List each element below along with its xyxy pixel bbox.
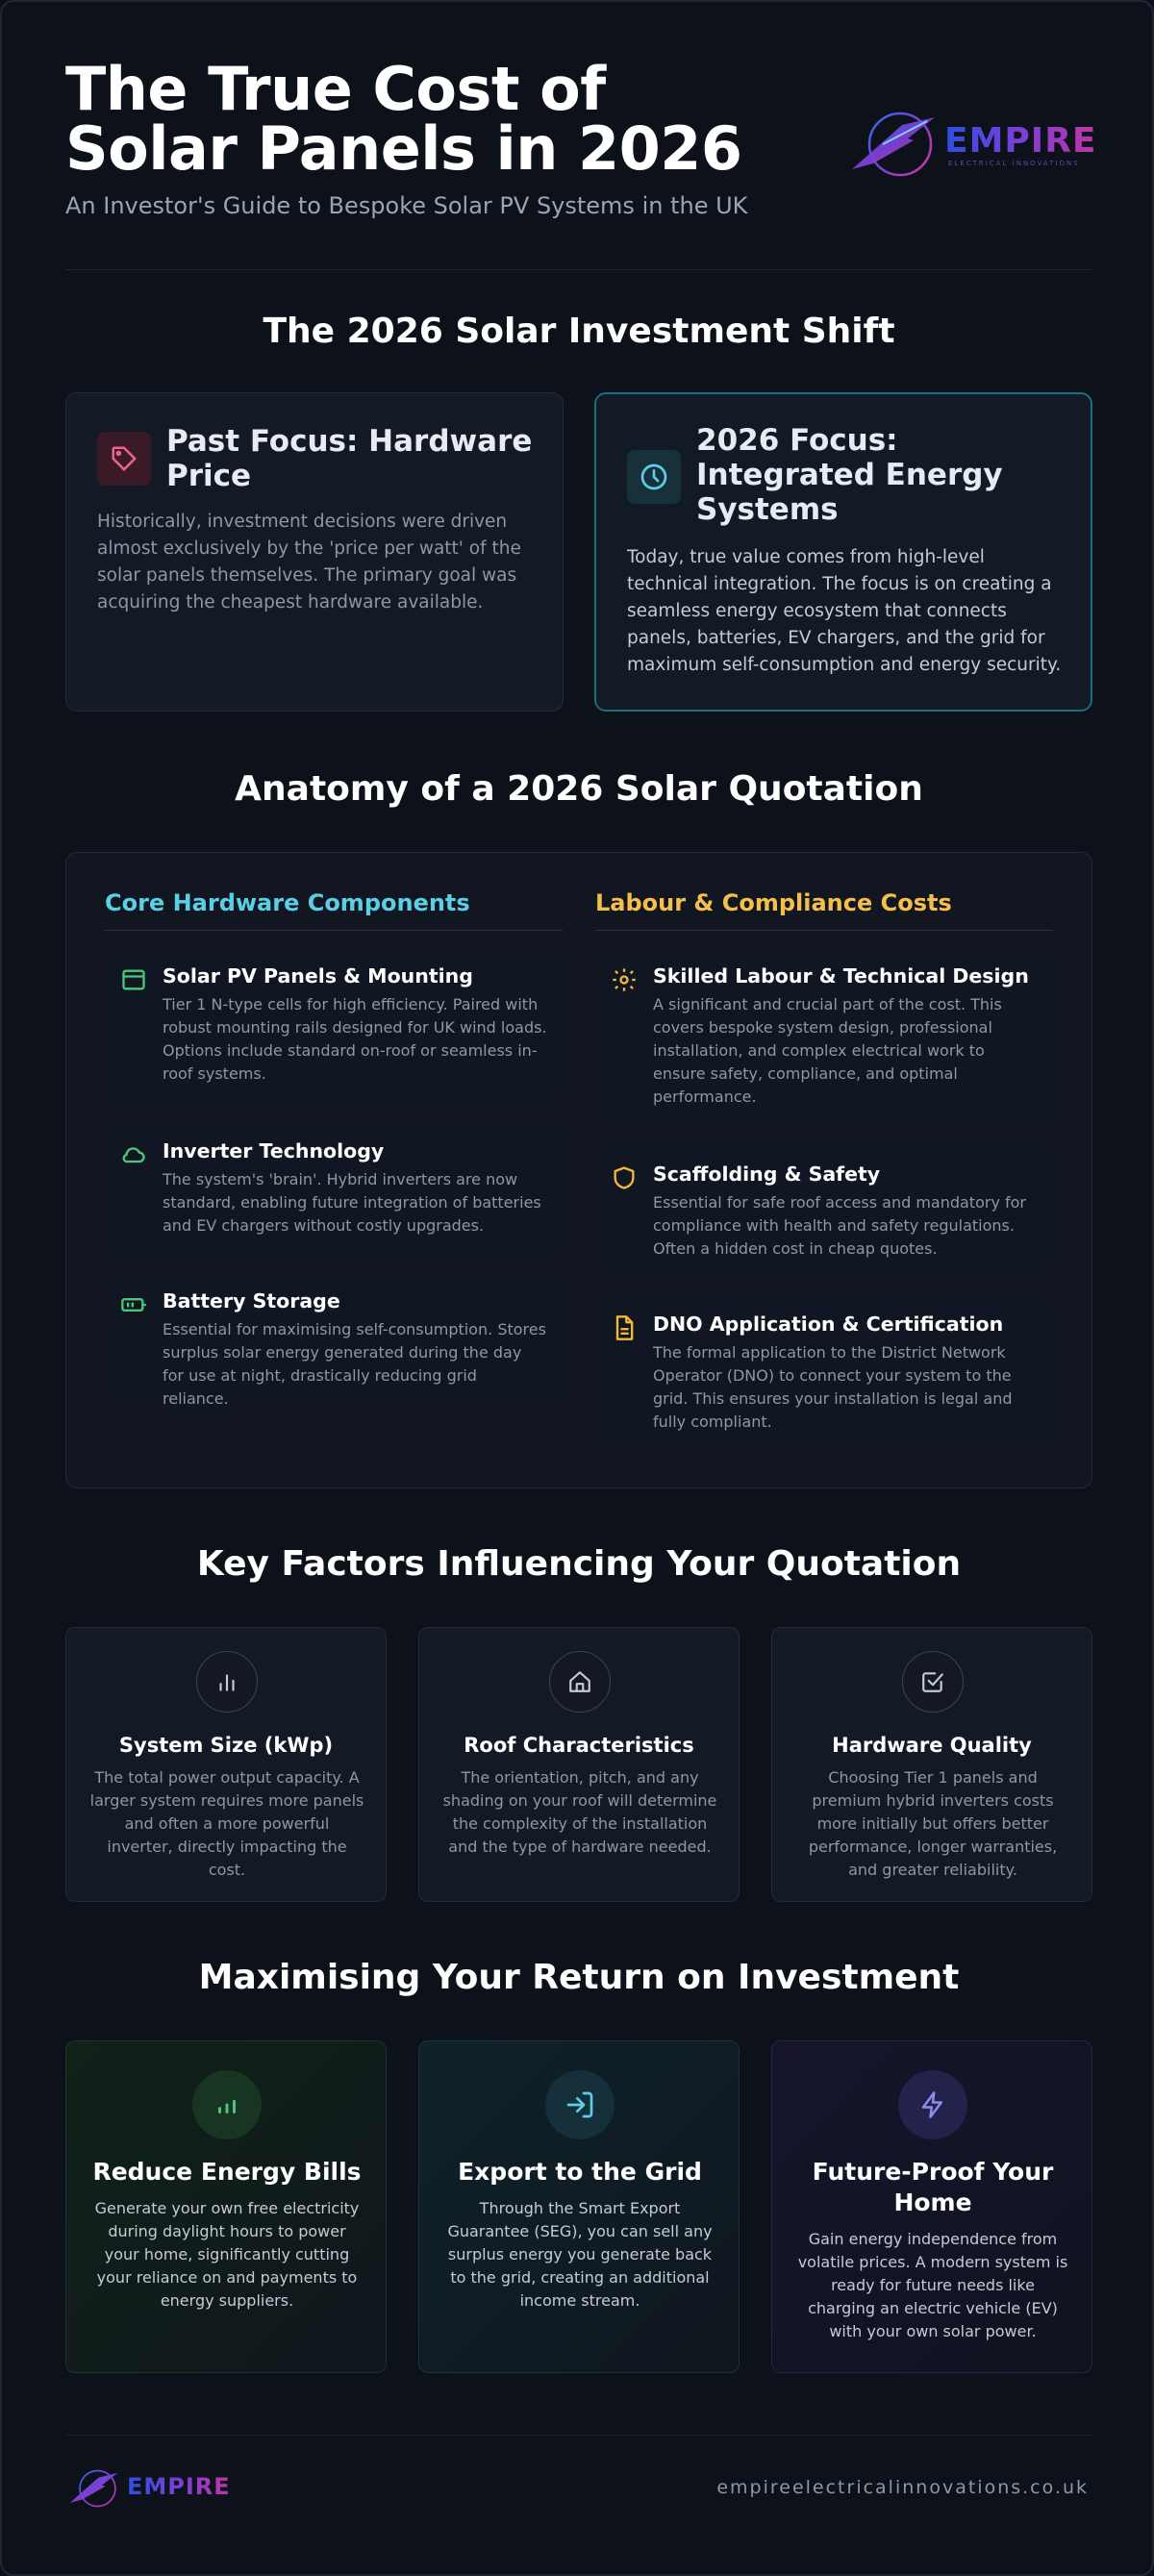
labour-item-text: The formal application to the District Network Operator (DNO) to connect your system to the grid. This ensures your installation is legal and fully compliant.: [653, 1343, 1013, 1431]
hardware-item-text: The system's 'brain'. Hybrid inverters are now standard, enabling future integration of batteries and EV chargers without costly upgrades.: [163, 1170, 541, 1235]
logo-tagline: ELECTRICAL INNOVATIONS: [948, 160, 1080, 167]
header-divider: [65, 269, 1092, 270]
roi-text: Generate your own free electricity during daylight hours to power your home, significantly cutting your reliance on and payments to energy suppliers.: [94, 2199, 360, 2310]
labour-item-heading: DNO Application & Certification: [653, 1313, 1004, 1336]
labour-column-title: Labour & Compliance Costs: [595, 889, 952, 916]
footer-logo-wordmark: EMPIRE: [127, 2473, 231, 2500]
hardware-item-panels: [105, 949, 563, 1103]
roi-text: Through the Smart Export Guarantee (SEG), you can sell any surplus energy you generate back to the grid, creating an additional income stream.: [447, 2199, 713, 2310]
hardware-column-divider: [105, 930, 563, 931]
quotation-anatomy-panel: [65, 852, 1092, 1488]
cloud-icon: [120, 1141, 147, 1168]
hardware-item-heading: Solar PV Panels & Mounting: [163, 964, 473, 988]
factor-heading: System Size (kWp): [118, 1734, 334, 1757]
document-icon: [611, 1314, 638, 1341]
page-subtitle: An Investor's Guide to Bespoke Solar PV Systems in the UK: [65, 192, 748, 219]
footer-divider: [65, 2435, 1092, 2436]
factor-text: Choosing Tier 1 panels and premium hybrid inverters costs more initially but offers better performance, longer warranties, and greater reliability.: [808, 1768, 1058, 1879]
shield-icon: [611, 1164, 638, 1191]
bar-chart-icon: [196, 1651, 258, 1713]
hardware-item-heading: Inverter Technology: [163, 1139, 385, 1163]
integrated-focus-text: Today, true value comes from high-level technical integration. The focus is on creating a seamless energy ecosystem that connects panels, batteries, EV chargers, and the grid for maximum self-consumption and energy security.: [627, 547, 1062, 675]
page-title: The True Cost of Solar Panels in 2026: [65, 54, 742, 184]
labour-item-text: A significant and crucial part of the cost. This covers bespoke system design, professional installation, and complex electrical work to ensure safety, compliance, and optimal performance.: [653, 995, 1002, 1106]
factor-text: The orientation, pitch, and any shading on your roof will determine the complexity of the installation and the type of hardware needed.: [442, 1768, 717, 1856]
shift-section-title: The 2026 Solar Investment Shift: [263, 312, 895, 351]
checkbox-icon: [902, 1651, 964, 1713]
hardware-column-title: Core Hardware Components: [105, 889, 470, 916]
past-focus-card: [65, 392, 564, 712]
clock-icon: [627, 450, 681, 504]
labour-item-heading: Skilled Labour & Technical Design: [653, 964, 1029, 988]
integrated-focus-heading: 2026 Focus: Integrated Energy Systems: [696, 423, 1003, 527]
hardware-item-heading: Battery Storage: [163, 1289, 340, 1313]
logo-emblem-icon: [844, 106, 944, 183]
lightning-icon: [898, 2070, 967, 2139]
hardware-item-text: Essential for maximising self-consumption. Stores surplus solar energy generated during the day for use at night, drastically reducing grid reliance.: [163, 1320, 546, 1408]
home-icon: [549, 1651, 611, 1713]
footer-logo-emblem-icon: [65, 2463, 123, 2513]
labour-item-skilled: [595, 949, 1053, 1126]
factor-text: The total power output capacity. A larger system requires more panels and often a more powerful inverter, directly impacting the cost.: [89, 1768, 364, 1879]
footer-website-link[interactable]: empireelectricalinnovations.co.uk: [716, 2477, 1089, 2498]
factors-section-title: Key Factors Influencing Your Quotation: [196, 1544, 962, 1584]
roi-heading: Future-Proof Your Home: [812, 2158, 1054, 2216]
anatomy-section-title: Anatomy of a 2026 Solar Quotation: [235, 769, 923, 809]
labour-item-heading: Scaffolding & Safety: [653, 1163, 881, 1186]
factor-card-hardware-quality: [771, 1627, 1092, 1902]
hardware-item-inverter: [105, 1124, 563, 1255]
roi-heading: Export to the Grid: [458, 2158, 702, 2186]
tag-icon: [97, 432, 151, 486]
roi-card-reduce-bills: [65, 2040, 387, 2373]
hardware-item-text: Tier 1 N-type cells for high efficiency. Paired with robust mounting rails designed for UK wind loads. Options include standard on-roof or seamless in-roof systems.: [163, 995, 547, 1083]
factor-heading: Roof Characteristics: [464, 1734, 694, 1757]
panel-icon: [120, 966, 147, 993]
integrated-focus-card: [594, 392, 1092, 712]
roi-text: Gain energy independence from volatile prices. A modern system is ready for future needs like charging an electric vehicle (EV) with your own solar power.: [797, 2230, 1068, 2340]
gear-icon: [611, 966, 638, 993]
factor-card-roof: [418, 1627, 740, 1902]
labour-item-dno: [595, 1297, 1053, 1451]
battery-icon: [120, 1291, 147, 1318]
signal-bars-icon: [192, 2070, 262, 2139]
footer-logo[interactable]: [65, 2463, 229, 2513]
past-focus-text: Historically, investment decisions were driven almost exclusively by the 'price per watt' of the solar panels themselves. The primary goal was acquiring the cheapest hardware available.: [97, 512, 521, 613]
labour-item-text: Essential for safe roof access and mandatory for compliance with health and safety regulations. Often a hidden cost in cheap quotes.: [653, 1193, 1027, 1258]
roi-section-title: Maximising Your Return on Investment: [198, 1958, 960, 1997]
hardware-item-battery: [105, 1274, 563, 1408]
export-icon: [545, 2070, 615, 2139]
labour-item-scaffolding: [595, 1147, 1053, 1278]
labour-column-divider: [595, 930, 1053, 931]
roi-heading: Reduce Energy Bills: [92, 2158, 362, 2186]
factor-card-system-size: [65, 1627, 387, 1902]
logo-wordmark: EMPIRE: [944, 121, 1097, 161]
past-focus-heading: Past Focus: Hardware Price: [166, 424, 533, 493]
factor-heading: Hardware Quality: [832, 1734, 1032, 1757]
roi-card-export-grid: [418, 2040, 740, 2373]
empire-logo: [844, 106, 1097, 183]
roi-card-future-proof: [771, 2040, 1092, 2373]
